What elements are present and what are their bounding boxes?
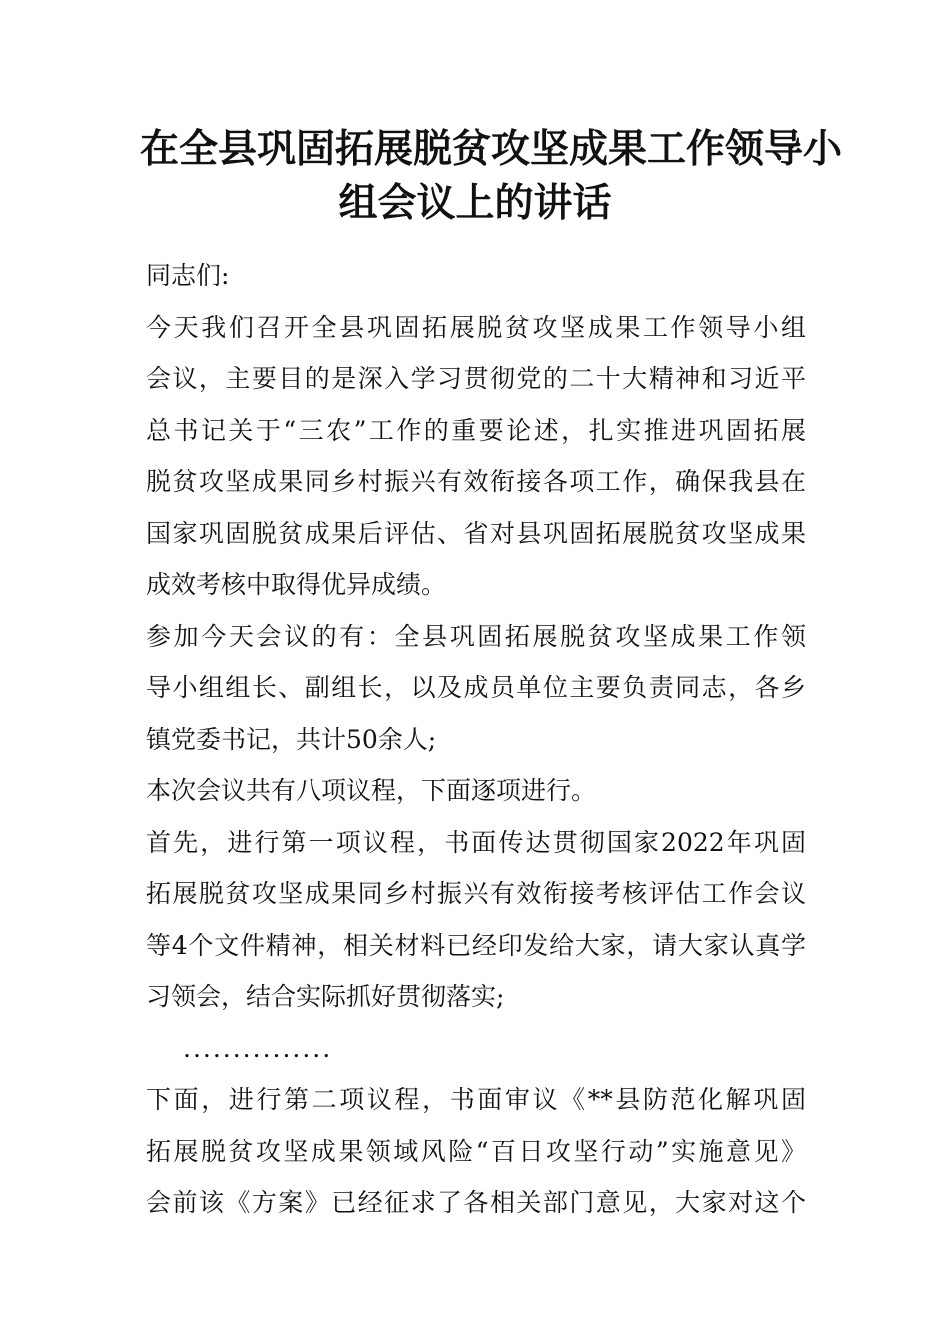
text-line: 镇党委书记，共计50余人; xyxy=(146,724,437,754)
text-line: 国家巩固脱贫成果后评估、省对县巩固拓展脱贫攻坚成果 xyxy=(146,518,806,548)
salutation: 同志们: xyxy=(146,261,230,290)
text-line: 今天我们召开全县巩固拓展脱贫攻坚成果工作领导小组 xyxy=(146,312,806,342)
text-line: 本次会议共有八项议程，下面逐项进行。 xyxy=(146,776,597,805)
document-body xyxy=(146,250,806,1229)
title-line-2: 组会议上的讲话 xyxy=(338,180,612,226)
text-line: 等4个文件精神，相关材料已经印发给大家，请大家认真学 xyxy=(146,930,806,960)
text-line: 会前该《方案》已经征求了各相关部门意见，大家对这个 xyxy=(146,1188,806,1217)
text-line: 拓展脱贫攻坚成果同乡村振兴有效衔接考核评估工作会议 xyxy=(146,879,806,908)
paragraph-item-one xyxy=(146,817,806,1023)
text-line: 拓展脱贫攻坚成果领域风险“百日攻坚行动”实施意见》 xyxy=(146,1136,806,1166)
paragraph-attendees xyxy=(146,611,806,766)
text-line: 习领会，结合实际抓好贯彻落实; xyxy=(146,982,505,1011)
text-line: 首先，进行第一项议程，书面传达贯彻国家2022年巩固 xyxy=(146,827,807,857)
paragraph-agenda xyxy=(146,765,806,817)
text-line: 总书记关于“三农”工作的重要论述，扎实推进巩固拓展 xyxy=(146,415,806,445)
document-title xyxy=(140,122,843,230)
paragraph-ellipsis xyxy=(146,1023,806,1075)
text-line: 参加今天会议的有：全县巩固拓展脱贫攻坚成果工作领 xyxy=(146,621,806,651)
title-line-1: 在全县巩固拓展脱贫攻坚成果工作领导小 xyxy=(140,126,843,172)
ellipsis-line: ............... xyxy=(183,1033,333,1063)
text-line: 会议，主要目的是深入学习贯彻党的二十大精神和习近平 xyxy=(146,364,806,393)
paragraph-opening xyxy=(146,302,806,611)
text-line: 导小组组长、副组长，以及成员单位主要负责同志，各乡 xyxy=(146,673,806,702)
paragraph-item-two xyxy=(146,1074,806,1229)
text-line: 成效考核中取得优异成绩。 xyxy=(146,570,447,599)
text-line: 脱贫攻坚成果同乡村振兴有效衔接各项工作，确保我县在 xyxy=(146,467,806,496)
text-line: 下面，进行第二项议程，书面审议《**县防范化解巩固 xyxy=(146,1085,806,1114)
